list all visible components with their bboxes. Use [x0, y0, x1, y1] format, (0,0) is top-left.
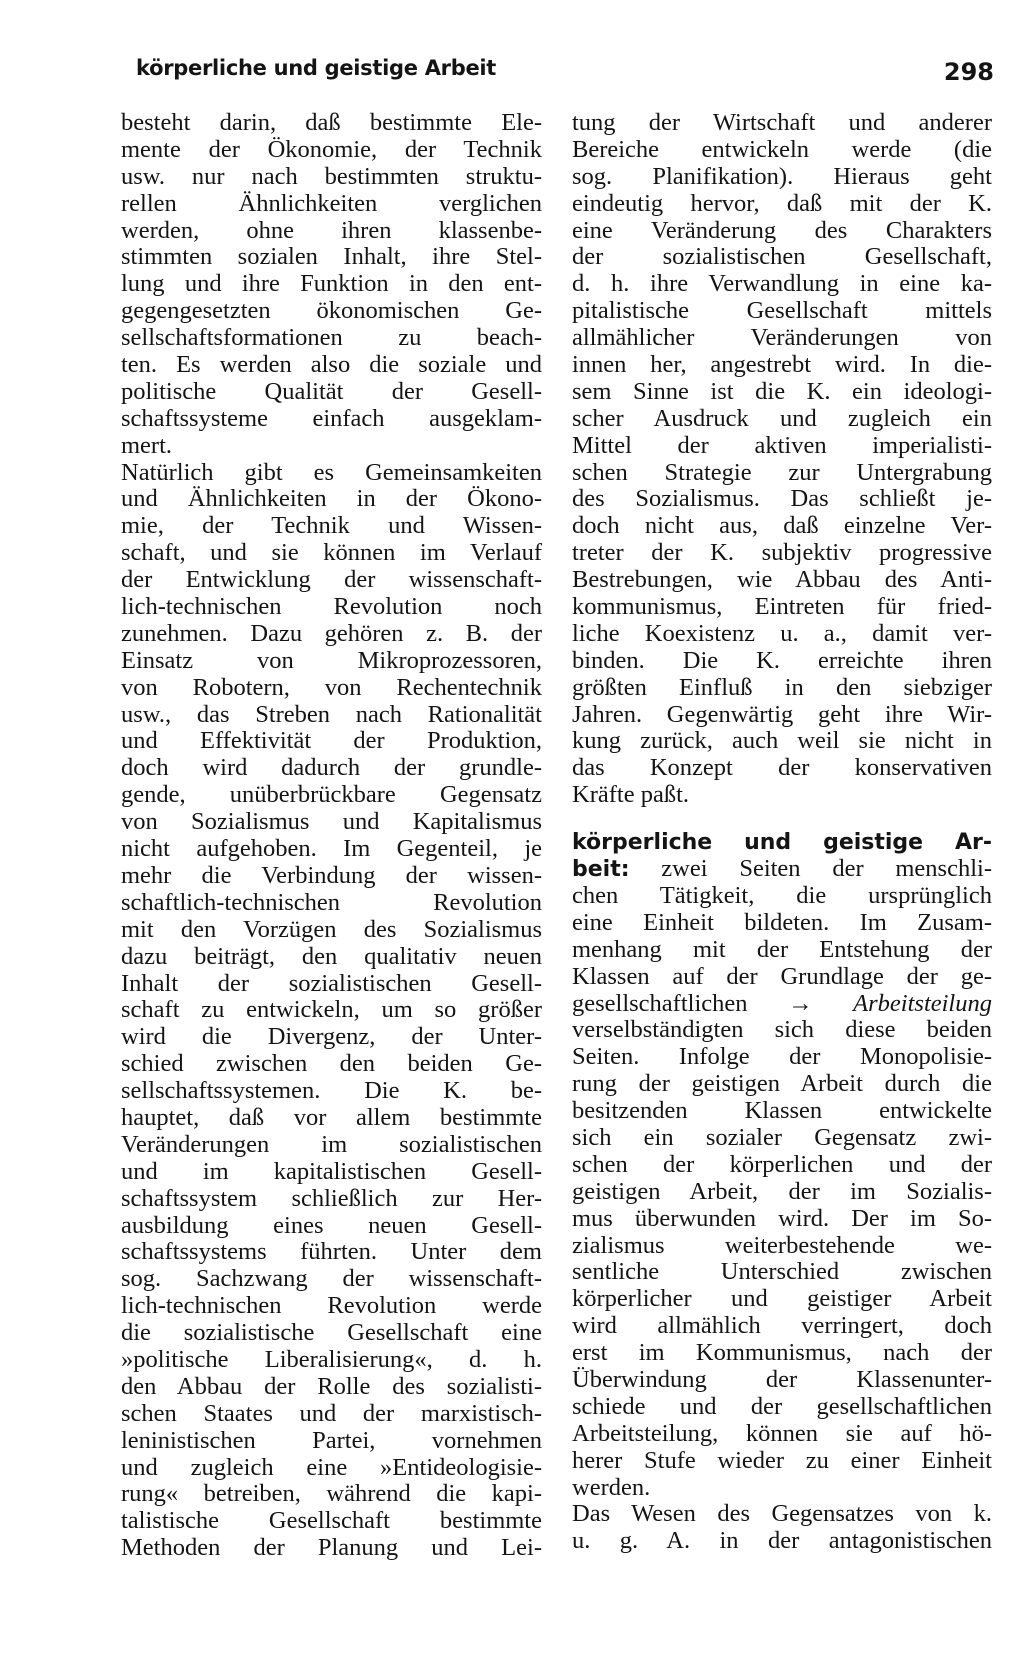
text-line: die sozialistische Gesellschaft eine	[121, 1319, 542, 1347]
running-head: körperliche und geistige Arbeit	[136, 56, 497, 80]
text-line: nicht aufgehoben. Im Gegenteil, je	[121, 835, 542, 863]
text-line: sellschaftssystemen. Die K. be-	[121, 1077, 542, 1105]
text-line: Seiten. Infolge der Monopolisie-	[572, 1043, 992, 1071]
text-line: Das Wesen des Gegensatzes von k.	[572, 1500, 992, 1528]
text-line: das Konzept der konservativen	[572, 754, 992, 782]
text-line: kommunismus, Eintreten für fried-	[572, 593, 992, 621]
text-line: sentliche Unterschied zwischen	[572, 1258, 992, 1286]
text-line: besitzenden Klassen entwickelte	[572, 1097, 992, 1125]
text-line: der sozialistischen Gesellschaft,	[572, 243, 992, 271]
text-line: mus überwunden wird. Der im So-	[572, 1204, 992, 1232]
text-line: usw. nur nach bestimmten struktu-	[121, 162, 542, 190]
text-line: schaftssystem schließlich zur Her-	[121, 1184, 542, 1212]
text-line: und im kapitalistischen Gesell-	[121, 1157, 542, 1185]
text-line: sog. Planifikation). Hieraus geht	[572, 162, 992, 190]
text-line: wird allmählich verringert, doch	[572, 1312, 992, 1340]
text-line: pitalistische Gesellschaft mittels	[572, 297, 992, 325]
text-line: sem Sinne ist die K. ein ideologi-	[572, 377, 992, 405]
text-line: Einsatz von Mikroprozessoren,	[121, 646, 542, 674]
text-line: und Ähnlichkeiten in der Ökono-	[121, 485, 542, 513]
text-line: werden, ohne ihren klassenbe-	[121, 216, 542, 244]
text-line: eindeutig hervor, daß mit der K.	[572, 189, 992, 217]
text-line: Arbeitsteilung, können sie auf hö-	[572, 1419, 992, 1447]
text-line: leninistischen Partei, vornehmen	[121, 1426, 542, 1454]
entry-term: körperliche und geistige Ar-	[572, 830, 992, 856]
text-line: körperlicher und geistiger Arbeit	[572, 1285, 992, 1313]
text-line: von Robotern, von Rechentechnik	[121, 673, 542, 701]
entry-gap	[572, 809, 992, 829]
text-line: mie, der Technik und Wissen-	[121, 512, 542, 540]
entry-heading-line	[572, 829, 992, 856]
text-line: schen der körperlichen und der	[572, 1150, 992, 1178]
text-line: allmählicher Veränderungen von	[572, 324, 992, 352]
text-line: Bestrebungen, wie Abbau des Anti-	[572, 566, 992, 594]
text-line: ausbildung eines neuen Gesell-	[121, 1211, 542, 1239]
text-line: schaftssystems führten. Unter dem	[121, 1238, 542, 1266]
text-line: erst im Kommunismus, nach der	[572, 1339, 992, 1367]
text-line: verselbständigten sich diese beiden	[572, 1016, 992, 1044]
text-line: u. g. A. in der antagonistischen	[572, 1527, 992, 1555]
text-line: sellschaftsformationen zu beach-	[121, 324, 542, 352]
text-line: Klassen auf der Grundlage der ge-	[572, 962, 992, 990]
text-line: schaft zu entwickeln, um so größer	[121, 996, 542, 1024]
text-line: wird die Divergenz, der Unter-	[121, 1023, 542, 1051]
left-column	[121, 110, 542, 1562]
text-line: eine Veränderung des Charakters	[572, 216, 992, 244]
text-line: mehr die Verbindung der wissen-	[121, 861, 542, 889]
text-line: Methoden der Planung und Lei-	[121, 1534, 542, 1562]
text-line: mert.	[121, 431, 173, 459]
text-line: zunehmen. Dazu gehören z. B. der	[121, 619, 542, 647]
text-line: scher Ausdruck und zugleich ein	[572, 404, 992, 432]
text-line: eine Einheit bildeten. Im Zusam-	[572, 908, 992, 936]
text-line: »politische Liberalisierung«, d. h.	[121, 1345, 542, 1373]
text-line: innen her, angestrebt wird. In die-	[572, 351, 992, 379]
text-line: binden. Die K. erreichte ihren	[572, 646, 992, 674]
text-line: Veränderungen im sozialistischen	[121, 1130, 542, 1158]
text-line: und Effektivität der Produktion,	[121, 727, 542, 755]
text-line: gegengesetzten ökonomischen Ge-	[121, 297, 542, 325]
text-line: rung der geistigen Arbeit durch die	[572, 1070, 992, 1098]
text-line: ten. Es werden also die soziale und	[121, 351, 542, 379]
text-line: schen Strategie zur Untergrabung	[572, 458, 992, 486]
page-header	[136, 56, 994, 92]
text-line: treter der K. subjektiv progressive	[572, 539, 992, 567]
text-line: liche Koexistenz u. a., damit ver-	[572, 619, 992, 647]
text-line: und zugleich eine »Entideologisie-	[121, 1453, 542, 1481]
text-line: d. h. ihre Verwandlung in eine ka-	[572, 270, 992, 298]
text-line: schaft, und sie können im Verlauf	[121, 539, 542, 567]
text-line: rellen Ähnlichkeiten verglichen	[121, 189, 542, 217]
entry-heading-line-2	[572, 856, 992, 883]
text-line: sich ein sozialer Gegensatz zwi-	[572, 1123, 992, 1151]
text-line: der Entwicklung der wissenschaft-	[121, 566, 542, 594]
text-line: mit den Vorzügen des Sozialismus	[121, 915, 542, 943]
text-line: lich-technischen Revolution werde	[121, 1292, 542, 1320]
text-line: schen Staates und der marxistisch-	[121, 1399, 542, 1427]
text-line: herer Stufe wieder zu einer Einheit	[572, 1446, 992, 1474]
text-line: dazu beiträgt, den qualitativ neuen	[121, 942, 542, 970]
text-line: Natürlich gibt es Gemeinsamkeiten	[121, 458, 542, 486]
text-line: schied zwischen den beiden Ge-	[121, 1050, 542, 1078]
entry-definition-start: zwei Seiten der menschli-	[629, 855, 992, 883]
text-line: zialismus weiterbestehende we-	[572, 1231, 992, 1259]
right-column	[572, 110, 992, 1555]
page-number: 298	[943, 58, 994, 86]
cross-reference-prefix: gesellschaftlichen →	[572, 989, 854, 1017]
text-line: kung zurück, auch weil sie nicht in	[572, 727, 992, 755]
text-line: usw., das Streben nach Rationalität	[121, 700, 542, 728]
text-line: doch wird dadurch der grundle-	[121, 754, 542, 782]
text-line: Kräfte paßt.	[572, 781, 689, 809]
text-line: besteht darin, daß bestimmte Ele-	[121, 109, 542, 136]
text-line: des Sozialismus. Das schließt je-	[572, 485, 992, 513]
text-line: politische Qualität der Gesell-	[121, 377, 542, 405]
text-line: Überwindung der Klassenunter-	[572, 1365, 992, 1393]
text-line: geistigen Arbeit, der im Sozialis-	[572, 1177, 992, 1205]
text-line: mente der Ökonomie, der Technik	[121, 135, 542, 163]
text-line: den Abbau der Rolle des sozialisti-	[121, 1372, 542, 1400]
text-line: schiede und der gesellschaftlichen	[572, 1392, 992, 1420]
text-line: von Sozialismus und Kapitalismus	[121, 808, 542, 836]
text-line: talistische Gesellschaft bestimmte	[121, 1507, 542, 1535]
text-line: größten Einfluß in den siebziger	[572, 673, 992, 701]
text-line: stimmten sozialen Inhalt, ihre Stel-	[121, 243, 542, 271]
text-line: lich-technischen Revolution noch	[121, 593, 542, 621]
text-line: lung und ihre Funktion in den ent-	[121, 270, 542, 298]
text-line: Jahren. Gegenwärtig geht ihre Wir-	[572, 700, 992, 728]
entry-term-end: beit:	[572, 857, 630, 883]
cross-reference-line	[572, 991, 992, 1018]
text-line: schaftssysteme einfach ausgeklam-	[121, 404, 542, 432]
text-line: Bereiche entwickeln werde (die	[572, 135, 992, 163]
text-line: gende, unüberbrückbare Gegensatz	[121, 781, 542, 809]
text-line: doch nicht aus, daß einzelne Ver-	[572, 512, 992, 540]
text-line: rung« betreiben, während die kapi-	[121, 1480, 542, 1508]
text-line: chen Tätigkeit, die ursprünglich	[572, 881, 992, 909]
text-line: sog. Sachzwang der wissenschaft-	[121, 1265, 542, 1293]
text-line: menhang mit der Entstehung der	[572, 935, 992, 963]
text-line: schaftlich-technischen Revolution	[121, 888, 542, 916]
text-line: hauptet, daß vor allem bestimmte	[121, 1103, 542, 1131]
text-line: Mittel der aktiven imperialisti-	[572, 431, 992, 459]
text-line: Inhalt der sozialistischen Gesell-	[121, 969, 542, 997]
cross-reference-link[interactable]: Arbeitsteilung	[853, 989, 992, 1017]
text-line: tung der Wirtschaft und anderer	[572, 109, 992, 136]
text-line: werden.	[572, 1473, 651, 1501]
